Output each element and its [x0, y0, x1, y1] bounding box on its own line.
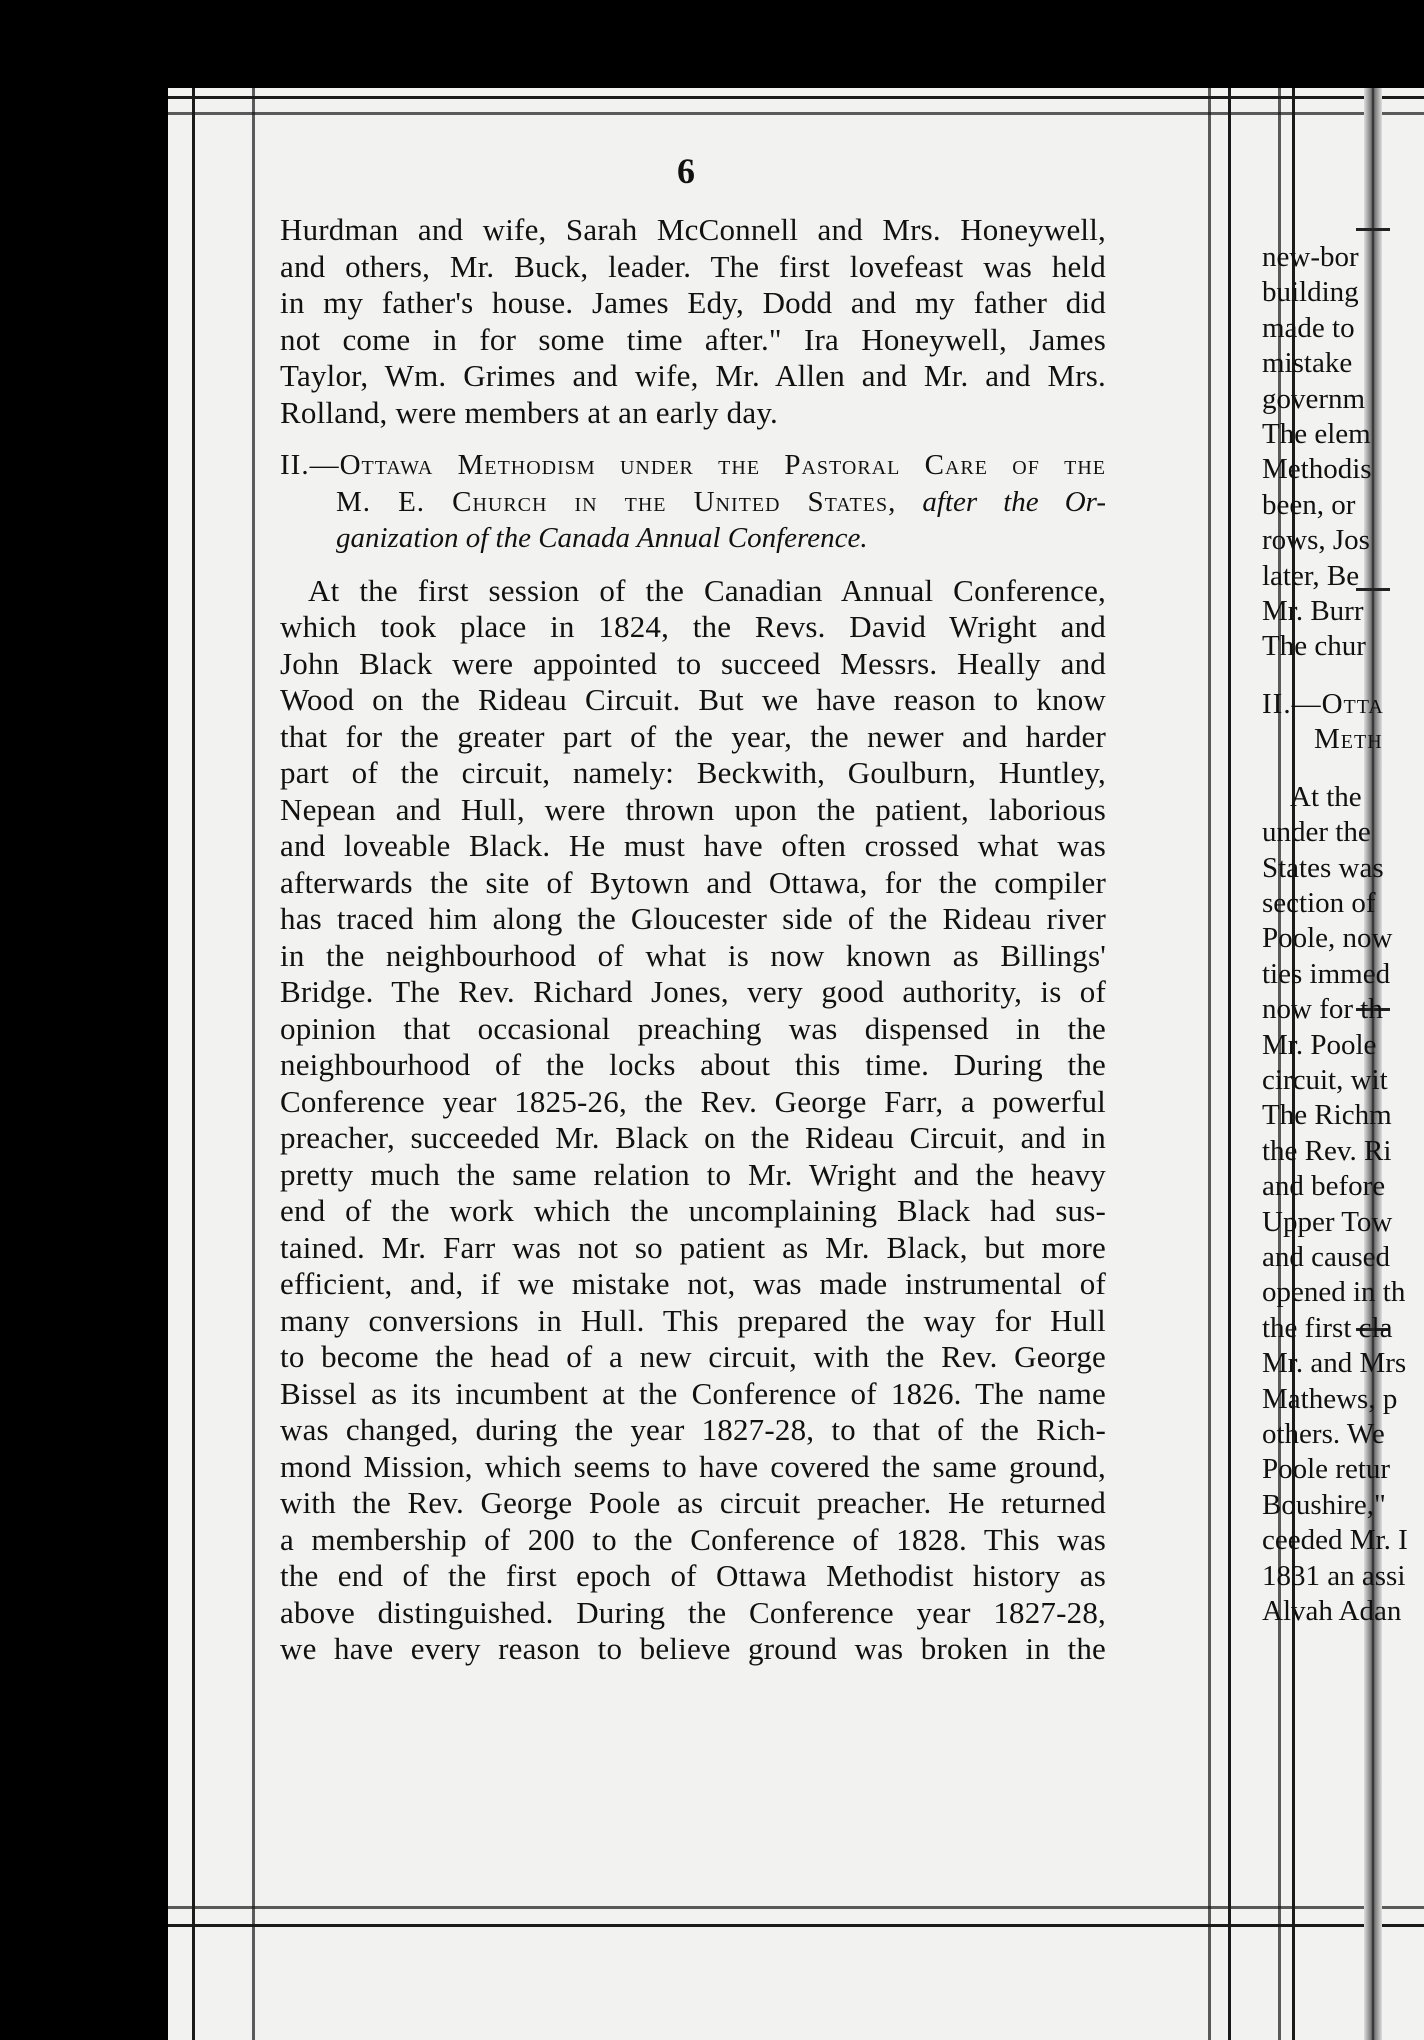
right-rule-outer: [1228, 88, 1231, 2040]
text-line: Taylor, Wm. Grimes and wife, Mr. Allen and Mr. and Mrs.: [280, 358, 1106, 393]
text-line: tained. Mr. Farr was not so patient as Mr. Black, but more: [280, 1229, 1106, 1265]
top-rule-outer: [168, 96, 1424, 99]
right-text-line: and before: [1262, 1170, 1386, 1203]
right-heading-line: Meth: [1314, 723, 1383, 756]
text-line: Bissel as its incumbent at the Conference of 1826. The name: [280, 1375, 1106, 1411]
right-text-line: States was: [1262, 851, 1384, 884]
right-text-line: Mr. Burr: [1262, 595, 1364, 628]
heading-line: ganization of the Canada Annual Conference.: [336, 522, 868, 554]
bottom-rule-inner: [168, 1906, 1424, 1909]
text-line: we have every reason to believe ground was broken in the: [280, 1631, 1106, 1666]
right-text-line: and caused: [1262, 1240, 1391, 1273]
text-line: John Black were appointed to succeed Messrs. Heally and: [280, 645, 1106, 681]
right-text-line: The Richm: [1262, 1099, 1392, 1132]
text-line: efficient, and, if we mistake not, was made instrumental of: [280, 1266, 1106, 1301]
right-text-line: Mr. and Mrs: [1262, 1347, 1407, 1380]
right-text-line: mistake: [1262, 347, 1353, 380]
text-line: Rolland, were members at an early day.: [280, 394, 778, 430]
right-text-line: Upper Tow: [1262, 1205, 1393, 1238]
left-rule-outer: [192, 88, 195, 2040]
top-rule-inner: [168, 112, 1424, 115]
text-line: not come in for some time after." Ira Honeywell, James: [280, 321, 1106, 357]
text-line: in the neighbourhood of what is now known as Billings': [280, 937, 1106, 973]
text-line: end of the work which the uncomplaining Black had sus-: [280, 1193, 1106, 1228]
right-text-line: now for th: [1262, 993, 1383, 1026]
text-line: Wood on the Rideau Circuit. But we have reason to know: [280, 682, 1106, 717]
paragraph-1: [280, 212, 1106, 431]
page-number: 6: [677, 151, 695, 191]
text-line: part of the circuit, namely: Beckwith, Goulburn, Huntley,: [280, 755, 1106, 790]
right-text-line: the Rev. Ri: [1262, 1134, 1392, 1167]
text-line: that for the greater part of the year, the newer and harder: [280, 718, 1106, 754]
text-line: Conference year 1825-26, the Rev. George Farr, a powerful: [280, 1083, 1106, 1119]
spine-mark: [1356, 228, 1390, 231]
right-text-line: Boushire,": [1262, 1488, 1386, 1521]
paragraph-2: [280, 573, 1106, 1668]
text-line: has traced him along the Gloucester side of the Rideau river: [280, 901, 1106, 936]
heading-line: [280, 484, 1106, 521]
text-line: the end of the first epoch of Ottawa Methodist history as: [280, 1558, 1106, 1593]
right-text-line: Alvah Adan: [1262, 1595, 1402, 1628]
text-line: afterwards the site of Bytown and Ottawa, for the compiler: [280, 864, 1106, 900]
right-text-line: rows, Jos: [1262, 524, 1370, 557]
right-text-line: been, or: [1262, 488, 1356, 521]
text-line: with the Rev. George Poole as circuit preacher. He returned: [280, 1485, 1106, 1520]
right-text-line: building: [1262, 276, 1359, 309]
text-line: At the first session of the Canadian Annual Conference,: [308, 572, 1106, 608]
right-page-fragment: [1262, 240, 1424, 1629]
right-text-line: later, Be: [1262, 559, 1360, 592]
right-text-line: ties immed: [1262, 957, 1391, 990]
right-heading-line: II.—Otta: [1262, 687, 1384, 720]
right-text-line: Poole, now: [1262, 922, 1393, 955]
right-text-line: At the: [1290, 780, 1362, 813]
text-line: in my father's house. James Edy, Dodd and my father did: [280, 285, 1106, 320]
right-text-line: governm: [1262, 382, 1366, 415]
heading-text-italic: after the Or-: [922, 485, 1106, 518]
section-heading: [280, 447, 1106, 557]
text-line: a membership of 200 to the Conference of 1828. This was: [280, 1521, 1106, 1557]
text-line: which took place in 1824, the Revs. David Wright and: [280, 609, 1106, 644]
right-text-line: Poole retur: [1262, 1453, 1391, 1486]
text-line: was changed, during the year 1827-28, to that of the Rich-: [280, 1412, 1106, 1447]
heading-text: M. E. Church in the United States,: [336, 485, 897, 518]
heading-line: II.—Ottawa Methodism under the Pastoral Care of the: [280, 449, 1106, 481]
right-text-line: under the: [1262, 816, 1371, 849]
text-line: Bridge. The Rev. Richard Jones, very good authority, is of: [280, 974, 1106, 1009]
left-page-text: [280, 212, 1106, 1668]
right-text-line: 1831 an assi: [1262, 1559, 1406, 1592]
text-line: Hurdman and wife, Sarah McConnell and Mrs. Honeywell,: [280, 212, 1106, 247]
text-line: mond Mission, which seems to have covered the same ground,: [280, 1448, 1106, 1484]
right-text-line: circuit, wit: [1262, 1063, 1388, 1096]
right-text-line: Mr. Poole: [1262, 1028, 1377, 1061]
right-text-line: Methodis: [1262, 453, 1372, 486]
bottom-rule-outer: [168, 1924, 1424, 1927]
right-text-line: Mathews, p: [1262, 1382, 1398, 1415]
left-rule-inner: [252, 88, 255, 2040]
right-text-line: The elem: [1262, 418, 1371, 451]
right-text-line: others. We: [1262, 1418, 1385, 1450]
right-text-line: opened in th: [1262, 1276, 1406, 1309]
right-text-line: new-bor: [1262, 241, 1359, 273]
right-text-line: made to: [1262, 311, 1355, 344]
text-line: Nepean and Hull, were thrown upon the patient, laborious: [280, 791, 1106, 827]
right-text-line: the first cla: [1262, 1311, 1393, 1344]
right-text-line: The chur: [1262, 630, 1366, 663]
text-line: opinion that occasional preaching was dispensed in the: [280, 1010, 1106, 1046]
text-line: and loveable Black. He must have often crossed what was: [280, 828, 1106, 863]
text-line: and others, Mr. Buck, leader. The first lovefeast was held: [280, 248, 1106, 284]
right-text-line: ceeded Mr. I: [1262, 1524, 1408, 1557]
right-text-line: section of: [1262, 886, 1376, 919]
text-line: to become the head of a new circuit, with the Rev. George: [280, 1339, 1106, 1374]
text-line: many conversions in Hull. This prepared the way for Hull: [280, 1302, 1106, 1338]
right-rule-inner: [1208, 88, 1211, 2040]
text-line: above distinguished. During the Conference year 1827-28,: [280, 1594, 1106, 1630]
text-line: pretty much the same relation to Mr. Wright and the heavy: [280, 1156, 1106, 1192]
text-line: neighbourhood of the locks about this time. During the: [280, 1047, 1106, 1082]
text-line: preacher, succeeded Mr. Black on the Rideau Circuit, and in: [280, 1120, 1106, 1155]
